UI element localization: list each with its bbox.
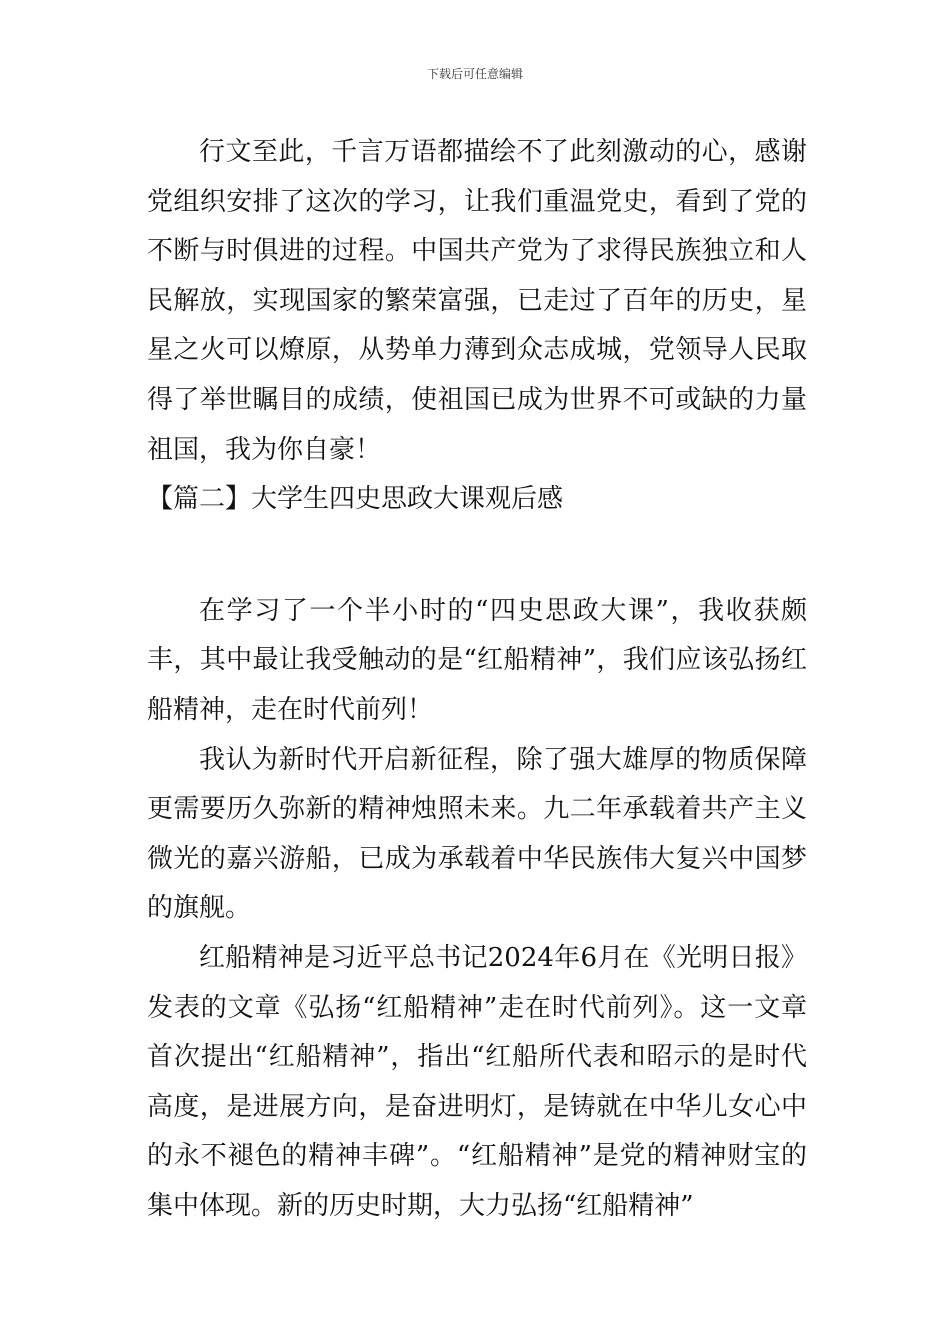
- section-heading: 【篇二】大学生四史思政大课观后感: [147, 484, 564, 515]
- intro-paragraph: 行文至此，千言万语都描绘不了此刻激动的心，感谢党组织安排了这次的学习，让我们重温党史，看到了党的不断与时俱进的过程。中国共产党为了求得民族独立和人民解放，实现国家的繁荣富强，已走过了百年的历史，星星之火可以燎原，从势单力薄到众志成城，党领导人民取得了举世瞩目的成绩，使祖国已成为世界不可或缺的力量祖国，我为你自豪！: [147, 137, 807, 465]
- body-paragraph-3: 红船精神是习近平总书记2024年6月在《光明日报》发表的文章《弘扬“红船精神”走在时代前列》。这一文章首次提出“红船精神”，指出“红船所代表和昭示的是时代高度，是进展方向，是奋进明灯，是铸就在中华儿女心中的永不褪色的精神丰碑”。“红船精神”是党的精神财宝的集中体现。新的历史时期，大力弘扬“红船精神”: [147, 942, 807, 1221]
- body-paragraph-1: 在学习了一个半小时的“四史思政大课”，我收获颇丰，其中最让我受触动的是“红船精神”，我们应该弘扬红船精神，走在时代前列！: [147, 595, 807, 725]
- document-body: [147, 128, 807, 1231]
- header-note: 下载后可任意编辑: [426, 67, 523, 81]
- body-paragraph-2: 我认为新时代开启新征程，除了强大雄厚的物质保障更需要历久弥新的精神烛照未来。九二年承载着共产主义微光的嘉兴游船，已成为承载着中华民族伟大复兴中国梦的旗舰。: [147, 744, 807, 924]
- section-gap: [147, 525, 807, 587]
